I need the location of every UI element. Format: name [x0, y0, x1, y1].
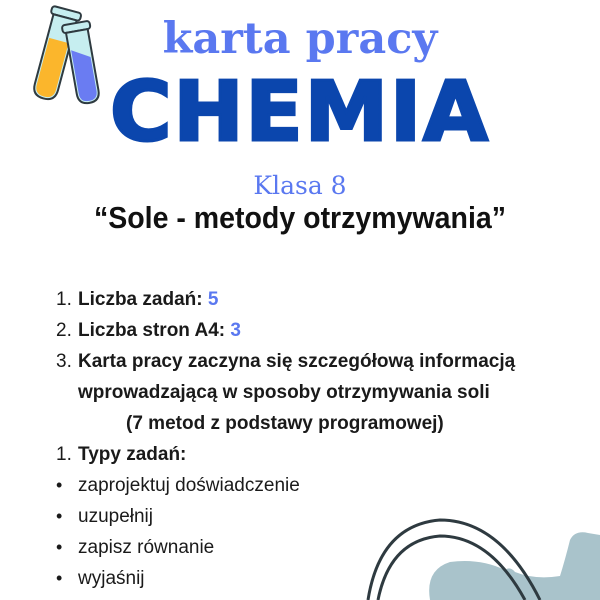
- description-line-3: (7 metod z podstawy programowej): [126, 412, 444, 434]
- page-count-value: 3: [230, 319, 241, 341]
- page-count-label: Liczba stron A4:: [78, 319, 226, 341]
- bullet-icon: •: [56, 475, 63, 495]
- bullet-icon: •: [56, 568, 63, 588]
- list-item: 2. Liczba stron A4: 3: [56, 319, 241, 341]
- description-line-1: Karta pracy zaczyna się szczegółową informacją: [78, 350, 516, 372]
- grade-label: Klasa 8: [253, 171, 347, 200]
- task-type-item: • zapisz równanie: [56, 536, 215, 558]
- task-type-item: • zaprojektuj doświadczenie: [56, 474, 300, 496]
- task-count-value: 5: [207, 288, 219, 310]
- list-item: 3. Karta pracy zaczyna się szczegółową informacją: [56, 350, 516, 372]
- topic-title: “Sole - metody otrzymywania”: [93, 200, 507, 235]
- list-item: 1. Typy zadań:: [56, 443, 187, 465]
- worksheet-subtitle: karta pracy: [162, 14, 438, 64]
- subject-title: CHEMIA: [110, 65, 490, 160]
- task-type-item: • uzupełnij: [56, 505, 153, 527]
- decorative-shape-icon: [360, 500, 600, 600]
- task-types-label: Typy zadań:: [78, 443, 187, 465]
- task-count-label: Liczba zadań:: [78, 288, 203, 310]
- task-type-item: • wyjaśnij: [56, 567, 145, 589]
- bullet-icon: •: [56, 537, 63, 557]
- bullet-icon: •: [56, 506, 63, 526]
- list-item: 1. Liczba zadań: 5: [56, 288, 219, 310]
- description-line-2: wprowadzającą w sposoby otrzymywania soli: [78, 381, 490, 403]
